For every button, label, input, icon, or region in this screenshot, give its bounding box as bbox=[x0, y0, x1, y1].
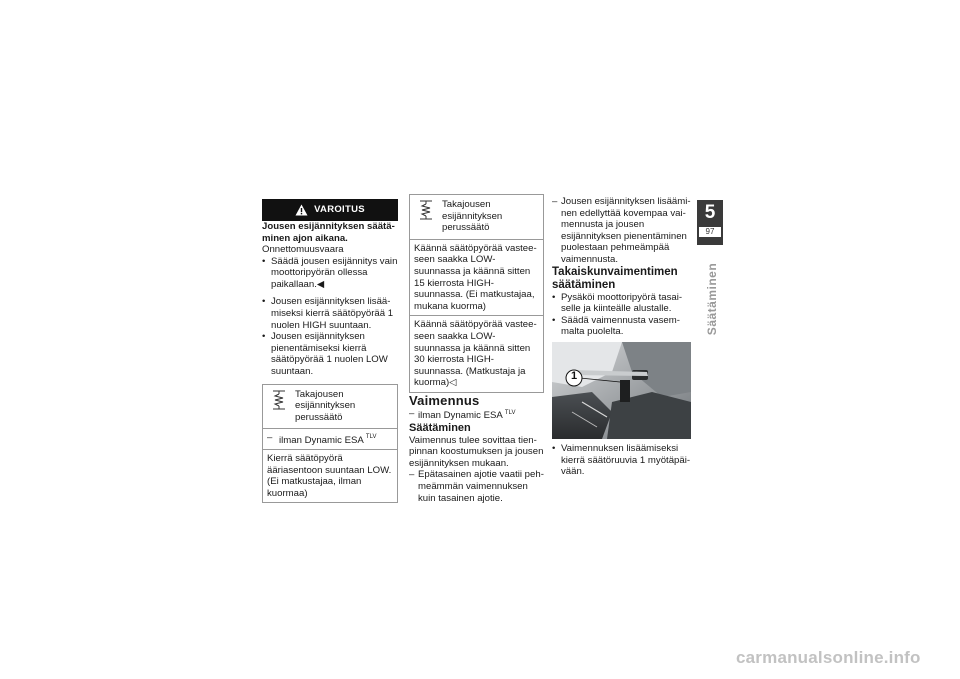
warning-bar bbox=[262, 199, 398, 221]
spec-box-value: Kierrä säätöpyörä ääriasentoon suuntaan LOW. (Ei matkustajaa, ilman kuormaa) bbox=[267, 453, 392, 499]
warning-list bbox=[262, 256, 398, 291]
column-1 bbox=[262, 199, 398, 503]
section-heading: Vaimennus bbox=[409, 392, 480, 408]
bullet-list bbox=[552, 292, 691, 338]
spec-box-header bbox=[263, 385, 397, 430]
warning-label: VAROITUS bbox=[314, 204, 365, 216]
spec-box-title: Takajousen esijännityksen perussäätö bbox=[295, 388, 356, 423]
bullet-list bbox=[552, 443, 691, 478]
chapter-title-vertical bbox=[694, 262, 728, 342]
spec-box-title: Takajousen esijännityksen perussäätö bbox=[442, 199, 503, 234]
variant-text: ilman Dynamic ESA bbox=[418, 410, 503, 422]
list-item: – Jousen esijännityksen lisääminen edellyttää kovempaa vaimennusta ja jousen esijännityksen pienentäminen puolestaan pehmeämpää vaimennusta. bbox=[552, 196, 691, 266]
chapter-title: Säätäminen bbox=[705, 262, 719, 336]
watermark: carmanualsonline.info bbox=[736, 648, 921, 667]
chapter-number: 5 bbox=[704, 202, 716, 223]
shock-absorber-photo bbox=[552, 342, 691, 439]
column-3-after-photo bbox=[552, 443, 691, 478]
list-item: • Jousen esijännityksen pienentämiseksi kierrä säätöpyörää 1 nuolen LOW suuntaan. bbox=[262, 331, 398, 377]
list-item: • Säädä vaimennusta vasemmalta puolelta. bbox=[552, 315, 691, 338]
list-item: • Pysäköi moottoripyörä tasaiselle ja kiinteälle alustalle. bbox=[552, 292, 691, 315]
chapter-marker bbox=[697, 200, 723, 245]
body-text: Vaimennus tulee sovittaa tienpinnan koostumuksen ja jousen esijännityksen mukaan. bbox=[409, 434, 544, 469]
photo-illustration bbox=[552, 342, 691, 439]
variant-line: – ilman Dynamic ESA $^{TLV}$ bbox=[409, 407, 516, 422]
section-heading: Takaiskunvaimentimen säätäminen bbox=[552, 265, 678, 291]
spec-variant-sup: TLV bbox=[365, 434, 377, 441]
list-item: – Epätasainen ajotie vaatii pehmeämmän vaimennuksen kuin tasainen ajotie. bbox=[409, 469, 544, 504]
spec-box-variant: – ilman Dynamic ESA $^{TLV}$ bbox=[263, 429, 397, 450]
photo-callout-label: 1 bbox=[570, 370, 578, 382]
dash-list bbox=[409, 469, 544, 504]
spec-box-value: Käännä säätöpyörää vasteeseen saakka LOW-suunnassa ja käännä sitten 30 kierrosta HIGH-suunnassa. (Matkustaja ja kuorma)◁ bbox=[414, 319, 537, 389]
page-number: 97 bbox=[699, 227, 721, 237]
warning-subtitle: Onnettomuusvaara bbox=[262, 244, 344, 255]
spring-tool-icon bbox=[416, 199, 436, 221]
column-2 bbox=[409, 194, 544, 504]
spec-variant-text: ilman Dynamic ESA bbox=[279, 434, 364, 446]
dash-list bbox=[552, 196, 691, 266]
spring-tool-icon bbox=[269, 389, 289, 411]
list-item: • Vaimennuksen lisäämiseksi kierrä säätöruuvia 1 myötäpäivään. bbox=[552, 443, 691, 478]
list-item: • Säädä jousen esijännitys vain moottoripyörän ollessa paikallaan.◀ bbox=[262, 256, 398, 291]
spec-box bbox=[262, 384, 398, 504]
variant-sup: TLV bbox=[504, 409, 516, 416]
list-item: • Jousen esijännityksen lisäämiseksi kierrä säätöpyörää 1 nuolen HIGH suuntaan. bbox=[262, 296, 398, 331]
spec-box-value: Käännä säätöpyörää vasteeseen saakka LOW-suunnassa ja käännä sitten 15 kierrosta HIGH-suunnassa. (Ei matkustajaa, mukana kuorma) bbox=[410, 240, 543, 317]
spec-box-header bbox=[410, 195, 543, 240]
subsection-heading: Säätäminen bbox=[409, 421, 471, 434]
column-3 bbox=[552, 196, 691, 338]
adjust-list bbox=[262, 296, 398, 377]
warning-triangle-icon bbox=[295, 204, 308, 216]
warning-heading: Jousen esijännityksen säätäminen ajon aikana. bbox=[262, 221, 395, 244]
spec-box bbox=[409, 194, 544, 393]
